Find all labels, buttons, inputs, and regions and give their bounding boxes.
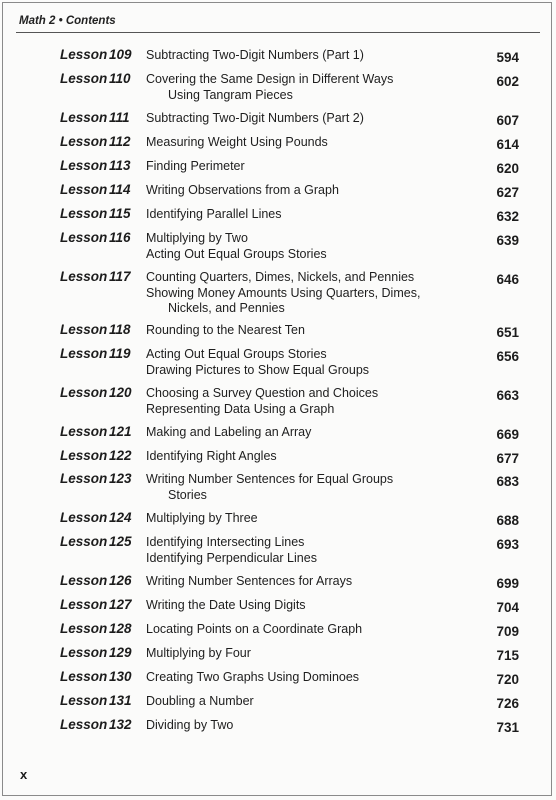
lesson-title xyxy=(146,511,461,527)
lesson-title-line: Measuring Weight Using Pounds xyxy=(146,135,328,149)
lesson-number: 119 xyxy=(109,346,131,361)
page-number: 709 xyxy=(496,624,519,639)
page-number: 602 xyxy=(496,74,519,89)
lesson-number: 120 xyxy=(109,385,132,400)
page-number: 632 xyxy=(496,209,519,224)
page-number: 669 xyxy=(496,427,519,442)
lesson-title xyxy=(146,472,461,503)
page-number: 614 xyxy=(496,137,519,152)
lesson-label: Lesson xyxy=(60,182,108,197)
lesson-title-line: Writing the Date Using Digits xyxy=(146,598,306,612)
lesson-label: Lesson xyxy=(60,621,108,636)
lesson-number: 113 xyxy=(109,158,131,173)
lesson-title xyxy=(146,598,461,614)
page-number: 656 xyxy=(496,349,519,364)
lesson-label: Lesson xyxy=(60,269,108,284)
lesson-number: 125 xyxy=(109,534,132,549)
lesson-title-line: Writing Observations from a Graph xyxy=(146,183,339,197)
lesson-number: 126 xyxy=(109,573,132,588)
lesson-title-line: Nickels, and Pennies xyxy=(168,301,285,315)
lesson-number: 110 xyxy=(109,71,131,86)
lesson-title-line: Writing Number Sentences for Equal Groups xyxy=(146,472,394,486)
page-number-footer: x xyxy=(20,767,28,782)
lesson-label: Lesson xyxy=(60,110,108,125)
page-number: 627 xyxy=(496,185,519,200)
lesson-title xyxy=(146,622,461,638)
lesson-title xyxy=(146,111,461,127)
lesson-label: Lesson xyxy=(60,206,108,221)
lesson-title xyxy=(146,159,461,175)
lesson-title-line: Finding Perimeter xyxy=(146,159,245,173)
lesson-title xyxy=(146,323,461,339)
page-number: 699 xyxy=(496,576,519,591)
lesson-title xyxy=(146,574,461,590)
lesson-label: Lesson xyxy=(60,669,108,684)
lesson-title xyxy=(146,207,461,223)
lesson-title xyxy=(146,425,461,441)
lesson-number: 121 xyxy=(109,424,132,439)
lesson-title-line: Subtracting Two-Digit Numbers (Part 2) xyxy=(146,111,364,125)
lesson-number: 118 xyxy=(109,322,131,337)
lesson-title xyxy=(146,449,461,465)
lesson-label: Lesson xyxy=(60,424,108,439)
lesson-label: Lesson xyxy=(60,346,108,361)
running-header: Math 2 • Contents xyxy=(19,15,116,27)
lesson-number: 130 xyxy=(109,669,132,684)
lesson-title-line: Multiplying by Four xyxy=(146,646,251,660)
lesson-number: 128 xyxy=(109,621,132,636)
page-number: 663 xyxy=(496,388,519,403)
lesson-title-line: Dividing by Two xyxy=(146,718,234,732)
lesson-label: Lesson xyxy=(60,534,108,549)
lesson-title-line: Subtracting Two-Digit Numbers (Part 1) xyxy=(146,48,364,62)
lesson-number: 129 xyxy=(109,645,132,660)
lesson-title-line: Acting Out Equal Groups Stories xyxy=(146,347,327,361)
lesson-label: Lesson xyxy=(60,385,108,400)
lesson-title-line: Representing Data Using a Graph xyxy=(146,401,335,416)
lesson-number: 123 xyxy=(109,471,132,486)
page-number: 720 xyxy=(496,672,519,687)
lesson-title-line: Drawing Pictures to Show Equal Groups xyxy=(146,362,370,377)
lesson-title-line: Showing Money Amounts Using Quarters, Dimes, xyxy=(146,285,421,300)
lesson-label: Lesson xyxy=(60,158,108,173)
lesson-title xyxy=(146,646,461,662)
lesson-title-line: Making and Labeling an Array xyxy=(146,425,312,439)
lesson-label: Lesson xyxy=(60,597,108,612)
lesson-title-line: Doubling a Number xyxy=(146,694,254,708)
page-number: 646 xyxy=(496,272,519,287)
lesson-title xyxy=(146,231,461,262)
lesson-title xyxy=(146,270,461,317)
page-number: 677 xyxy=(496,451,519,466)
page-number: 715 xyxy=(496,648,519,663)
lesson-label: Lesson xyxy=(60,717,108,732)
lesson-label: Lesson xyxy=(60,448,108,463)
lesson-label: Lesson xyxy=(60,71,108,86)
page-number: 683 xyxy=(496,474,519,489)
lesson-label: Lesson xyxy=(60,693,108,708)
lesson-number: 117 xyxy=(109,269,131,284)
page-number: 688 xyxy=(496,513,519,528)
lesson-title xyxy=(146,183,461,199)
lesson-label: Lesson xyxy=(60,645,108,660)
lesson-title-line: Identifying Intersecting Lines xyxy=(146,535,305,549)
page-number: 620 xyxy=(496,161,519,176)
lesson-title-line: Creating Two Graphs Using Dominoes xyxy=(146,670,360,684)
lesson-title-line: Writing Number Sentences for Arrays xyxy=(146,574,353,588)
lesson-title-line: Choosing a Survey Question and Choices xyxy=(146,386,379,400)
lesson-number: 124 xyxy=(109,510,132,525)
lesson-title xyxy=(146,535,461,566)
lesson-number: 116 xyxy=(109,230,131,245)
lesson-number: 127 xyxy=(109,597,132,612)
page-number: 639 xyxy=(496,233,519,248)
lesson-title-line: Multiplying by Two xyxy=(146,231,248,245)
page-number: 594 xyxy=(496,50,519,65)
lesson-label: Lesson xyxy=(60,573,108,588)
page-number: 731 xyxy=(496,720,519,735)
lesson-title xyxy=(146,670,461,686)
lesson-number: 122 xyxy=(109,448,132,463)
lesson-number: 112 xyxy=(109,134,131,149)
lesson-title xyxy=(146,72,461,103)
lesson-number: 132 xyxy=(109,717,132,732)
lesson-number: 114 xyxy=(109,182,131,197)
lesson-number: 111 xyxy=(109,110,130,125)
lesson-title xyxy=(146,135,461,151)
lesson-title xyxy=(146,347,461,378)
page-number: 704 xyxy=(496,600,519,615)
lesson-title-line: Stories xyxy=(168,487,207,502)
page-number: 607 xyxy=(496,113,519,128)
lesson-title-line: Identifying Parallel Lines xyxy=(146,207,282,221)
lesson-title-line: Identifying Perpendicular Lines xyxy=(146,550,317,565)
lesson-title-line: Using Tangram Pieces xyxy=(168,87,293,102)
lesson-title-line: Counting Quarters, Dimes, Nickels, and Pennies xyxy=(146,270,415,284)
lesson-title xyxy=(146,694,461,710)
lesson-title-line: Rounding to the Nearest Ten xyxy=(146,323,305,337)
lesson-number: 109 xyxy=(109,47,132,62)
lesson-title-line: Identifying Right Angles xyxy=(146,449,277,463)
lesson-title-line: Multiplying by Three xyxy=(146,511,258,525)
lesson-number: 131 xyxy=(109,693,132,708)
lesson-label: Lesson xyxy=(60,134,108,149)
lesson-label: Lesson xyxy=(60,510,108,525)
page-number: 651 xyxy=(496,325,519,340)
lesson-title xyxy=(146,386,461,417)
lesson-label: Lesson xyxy=(60,230,108,245)
page-number: 693 xyxy=(496,537,519,552)
lesson-title-line: Locating Points on a Coordinate Graph xyxy=(146,622,363,636)
page-number: 726 xyxy=(496,696,519,711)
lesson-title-line: Acting Out Equal Groups Stories xyxy=(146,246,327,261)
lesson-number: 115 xyxy=(109,206,131,221)
lesson-label: Lesson xyxy=(60,47,108,62)
lesson-title xyxy=(146,48,461,64)
lesson-title xyxy=(146,718,461,734)
lesson-label: Lesson xyxy=(60,322,108,337)
lesson-title-line: Covering the Same Design in Different Ways xyxy=(146,72,394,86)
lesson-label: Lesson xyxy=(60,471,108,486)
